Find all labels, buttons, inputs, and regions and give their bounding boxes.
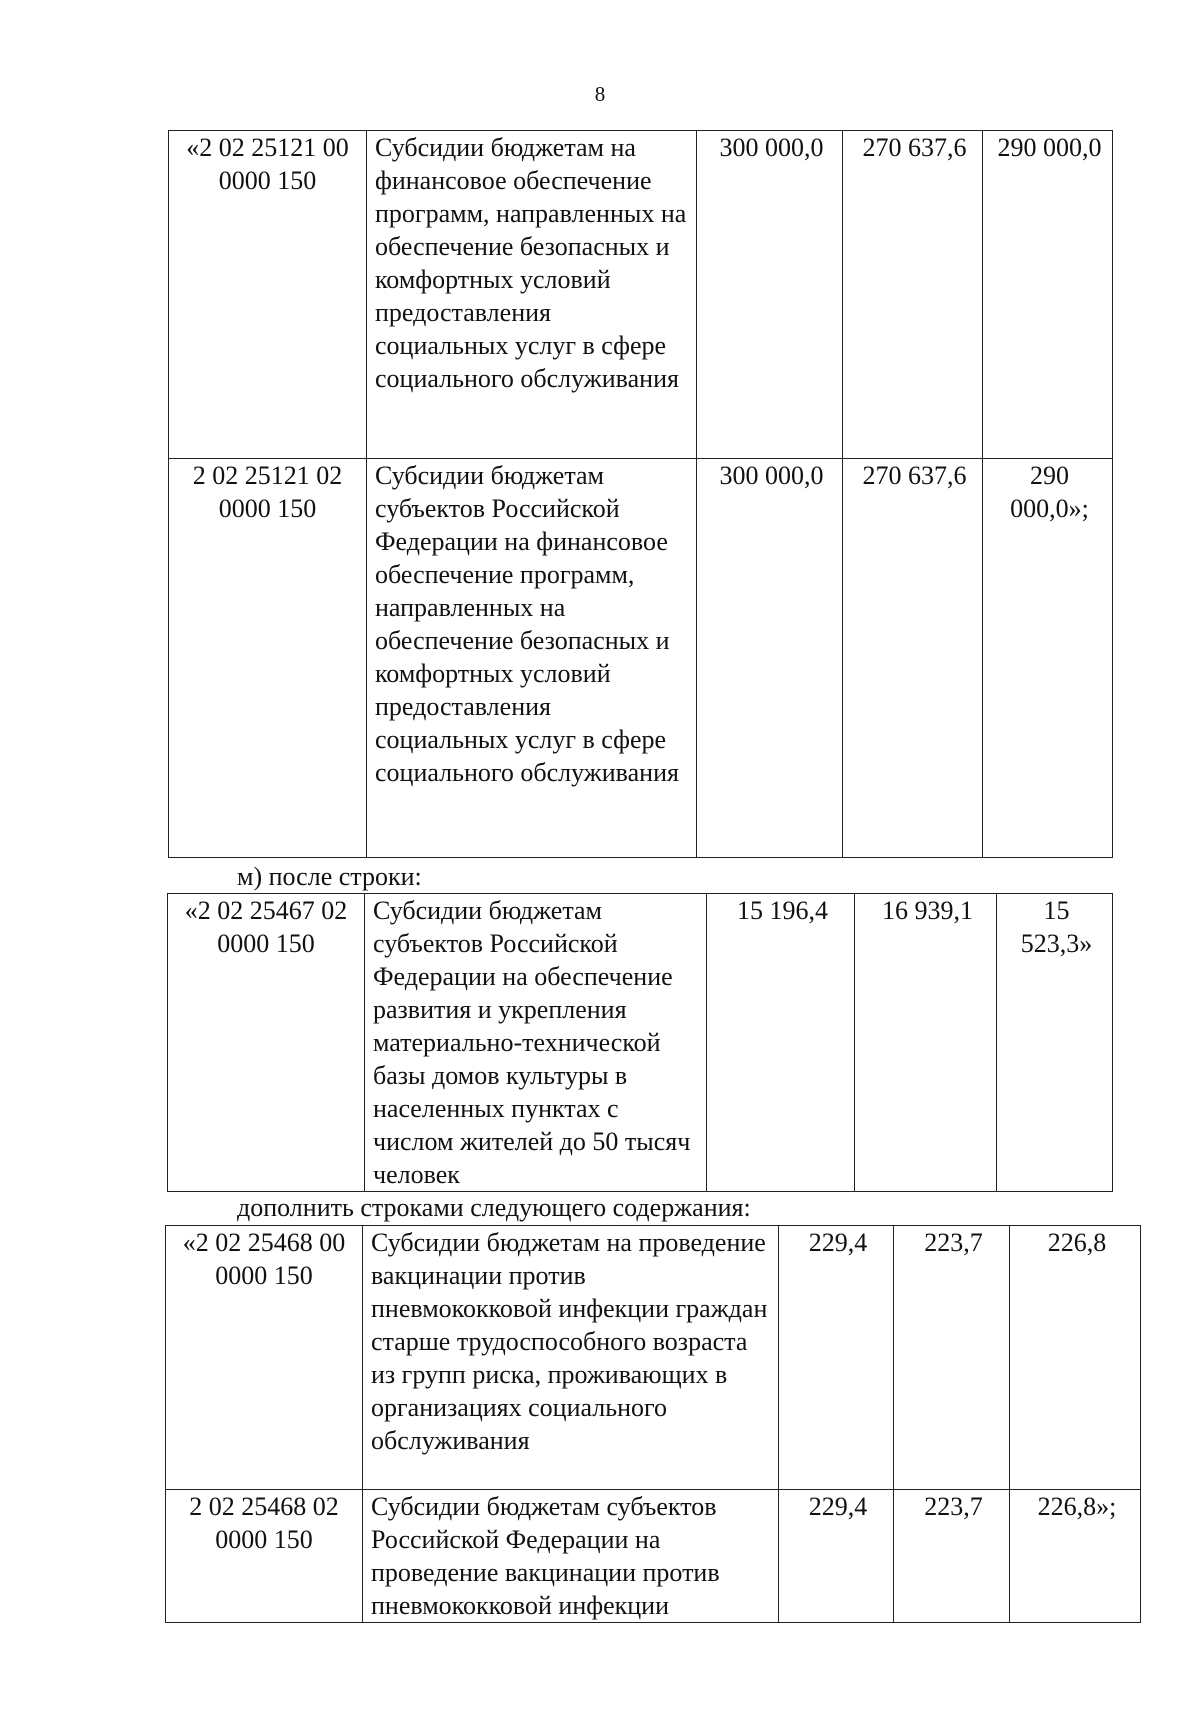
section-caption-add: дополнить строками следующего содержания: (237, 1193, 751, 1222)
subsidies-table-1 (168, 130, 1113, 858)
section-caption-m: м) после строки: (237, 862, 422, 891)
amount-cell-1: 300 000,0 (697, 459, 843, 858)
amount-cell-3: 226,8»; (1010, 1490, 1141, 1623)
subsidies-table-3 (165, 1225, 1141, 1623)
amount-cell-1: 229,4 (779, 1490, 894, 1623)
table-row (166, 1226, 1141, 1490)
budget-code-cell: 2 02 25468 02 0000 150 (166, 1490, 363, 1623)
table-row (169, 131, 1113, 459)
amount-cell-3: 15 523,3» (997, 894, 1113, 1192)
amount-cell-3: 290 000,0»; (983, 459, 1113, 858)
table-row (168, 894, 1113, 1192)
amount-cell-2: 270 637,6 (843, 131, 983, 459)
subsidies-table-2 (167, 893, 1113, 1192)
budget-code-cell: «2 02 25467 02 0000 150 (168, 894, 365, 1192)
budget-code-cell: «2 02 25468 00 0000 150 (166, 1226, 363, 1490)
amount-cell-1: 229,4 (779, 1226, 894, 1490)
table-row (166, 1490, 1141, 1623)
description-cell: Субсидии бюджетам субъектов Российской Федерации на финансовое обеспечение программ, направленных на обеспечение безопасных и комфортных условий предоставления социальных услуг в сфере социального обслуживания (367, 459, 697, 858)
budget-code-cell: «2 02 25121 00 0000 150 (169, 131, 367, 459)
table-row (169, 459, 1113, 858)
amount-cell-2: 223,7 (894, 1490, 1010, 1623)
amount-cell-3: 290 000,0 (983, 131, 1113, 459)
description-cell: Субсидии бюджетам субъектов Российской Федерации на проведение вакцинации против пневмококковой инфекции (363, 1490, 779, 1623)
description-cell: Субсидии бюджетам субъектов Российской Федерации на обеспечение развития и укрепления материально-технической базы домов культуры в населенных пунктах с числом жителей до 50 тысяч человек (365, 894, 707, 1192)
amount-cell-2: 16 939,1 (855, 894, 997, 1192)
amount-cell-3: 226,8 (1010, 1226, 1141, 1490)
description-cell: Субсидии бюджетам на проведение вакцинации против пневмококковой инфекции граждан старше трудоспособного возраста из групп риска, проживающих в организациях социального обслуживания (363, 1226, 779, 1490)
amount-cell-1: 300 000,0 (697, 131, 843, 459)
amount-cell-2: 270 637,6 (843, 459, 983, 858)
page-number: 8 (594, 82, 606, 106)
amount-cell-2: 223,7 (894, 1226, 1010, 1490)
description-cell: Субсидии бюджетам на финансовое обеспечение программ, направленных на обеспечение безопасных и комфортных условий предоставления социальных услуг в сфере социального обслуживания (367, 131, 697, 459)
amount-cell-1: 15 196,4 (707, 894, 855, 1192)
budget-code-cell: 2 02 25121 02 0000 150 (169, 459, 367, 858)
